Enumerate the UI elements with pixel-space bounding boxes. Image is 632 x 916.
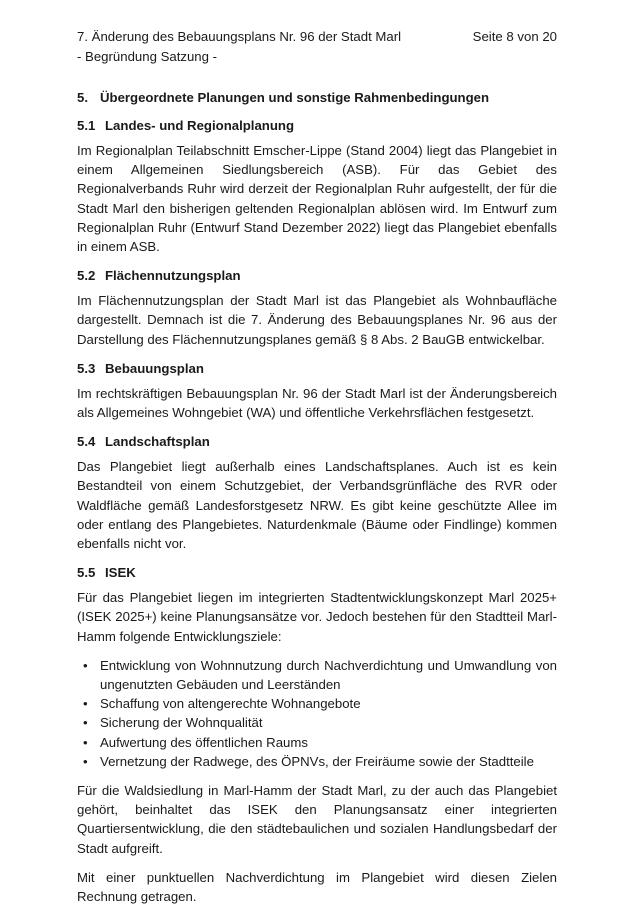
document-body <box>77 88 557 916</box>
subsection-5-4 <box>77 432 557 553</box>
subsection-title: Bebauungsplan <box>105 360 204 376</box>
page-number: Seite 8 von 20 <box>472 29 557 44</box>
subsection-heading <box>77 359 557 378</box>
bullet-list <box>77 656 557 771</box>
list-item: • Entwicklung von Wohnnutzung durch Nachverdichtung und Umwandlung von ungenutzten Gebäuden und Leerständen <box>77 656 557 694</box>
paragraph: Das Plangebiet liegt außerhalb eines Landschaftsplanes. Auch ist es kein Bestandteil von einem Schutzgebiet, der Verbandsgrünfläche des RVR oder Waldfläche gemäß Landesforstgesetz NRW. Es gibt keine geschützte Allee im oder entlang des Plangebietes. Naturdenkmale (Bäume oder Findlinge) kommen ebenfalls nicht vor. <box>77 459 557 552</box>
document-title: 7. Änderung des Bebauungsplans Nr. 96 der Stadt Marl <box>77 29 402 44</box>
subsection-5-2 <box>77 266 557 349</box>
section-heading <box>77 88 557 107</box>
subsection-number: 5.2 <box>77 268 96 284</box>
list-item: • Vernetzung der Radwege, des ÖPNVs, der Freiräume sowie der Stadtteile <box>77 752 557 771</box>
subsection-5-1 <box>77 116 557 256</box>
subsection-title: Landschaftsplan <box>105 434 210 450</box>
subsection-5-3 <box>77 359 557 422</box>
subsection-number: 5.5 <box>77 565 96 581</box>
paragraph: Für das Plangebiet liegen im integrierten Stadtentwicklungskonzept Marl 2025+ (ISEK 2025+) keine Planungsansätze vor. Jedoch bestehen für den Stadtteil Marl-Hamm folgende Entwicklungsziele: <box>77 590 557 644</box>
list-item: • Schaffung von altengerechte Wohnangebote <box>77 694 557 713</box>
document-subtitle: - Begründung Satzung - <box>77 49 218 64</box>
subsection-number: 5.1 <box>77 118 96 133</box>
list-item: • Sicherung der Wohnqualität <box>77 713 557 732</box>
subsection-heading <box>77 563 557 582</box>
section-title: Übergeordnete Planungen und sonstige Rahmenbedingungen <box>100 90 490 105</box>
paragraph: Im rechtskräftigen Bebauungsplan Nr. 96 der Stadt Marl ist der Änderungsbereich als Allgemeines Wohngebiet (WA) und öffentliche Verkehrsflächen festgesetzt. <box>77 385 557 421</box>
subsection-heading <box>77 432 557 451</box>
subsection-number: 5.4 <box>77 434 96 450</box>
section-number: 5. <box>77 90 88 105</box>
subsection-heading <box>77 266 557 285</box>
subsection-heading <box>77 116 557 135</box>
header-row <box>77 27 557 47</box>
subsection-5-5 <box>77 563 557 906</box>
page-header <box>77 27 557 67</box>
paragraph: Mit einer punktuellen Nachverdichtung im Plangebiet wird diesen Zielen Rechnung getragen. <box>77 869 557 905</box>
subsection-title: Landes- und Regionalplanung <box>105 118 295 133</box>
subsection-title: ISEK <box>105 565 136 581</box>
subsection-title: Flächennutzungsplan <box>105 268 241 284</box>
list-item: • Aufwertung des öffentlichen Raums <box>77 733 557 752</box>
paragraph: Für die Waldsiedlung in Marl-Hamm der Stadt Marl, zu der auch das Plangebiet gehört, beinhaltet das ISEK den Planungsansatz einer integrierten Quartiersentwicklung, die den städtebaulichen und sozialen Handlungsbedarf der Stadt aufgreift. <box>77 783 557 856</box>
paragraph: Im Regionalplan Teilabschnitt Emscher-Lippe (Stand 2004) liegt das Plangebiet in einem Allgemeinen Siedlungsbereich (ASB). Für das Gebiet des Regionalverbands Ruhr wird derzeit der Regionalplan Ruhr aufgestellt, der für die Stadt Marl den bisherigen geltenden Regionalplan ablösen wird. Im Entwurf zum Regionalplan Ruhr (Entwurf Stand Dezember 2022) liegt das Plangebiet ebenfalls in einem ASB. <box>77 143 557 255</box>
subsection-number: 5.3 <box>77 360 96 376</box>
paragraph: Im Flächennutzungsplan der Stadt Marl ist das Plangebiet als Wohnbaufläche dargestellt. Demnach ist die 7. Änderung des Bebauungsplanes Nr. 96 aus der Darstellung des Flächennutzungsplanes gemäß § 8 Abs. 2 BauGB entwickelbar. <box>77 293 557 347</box>
